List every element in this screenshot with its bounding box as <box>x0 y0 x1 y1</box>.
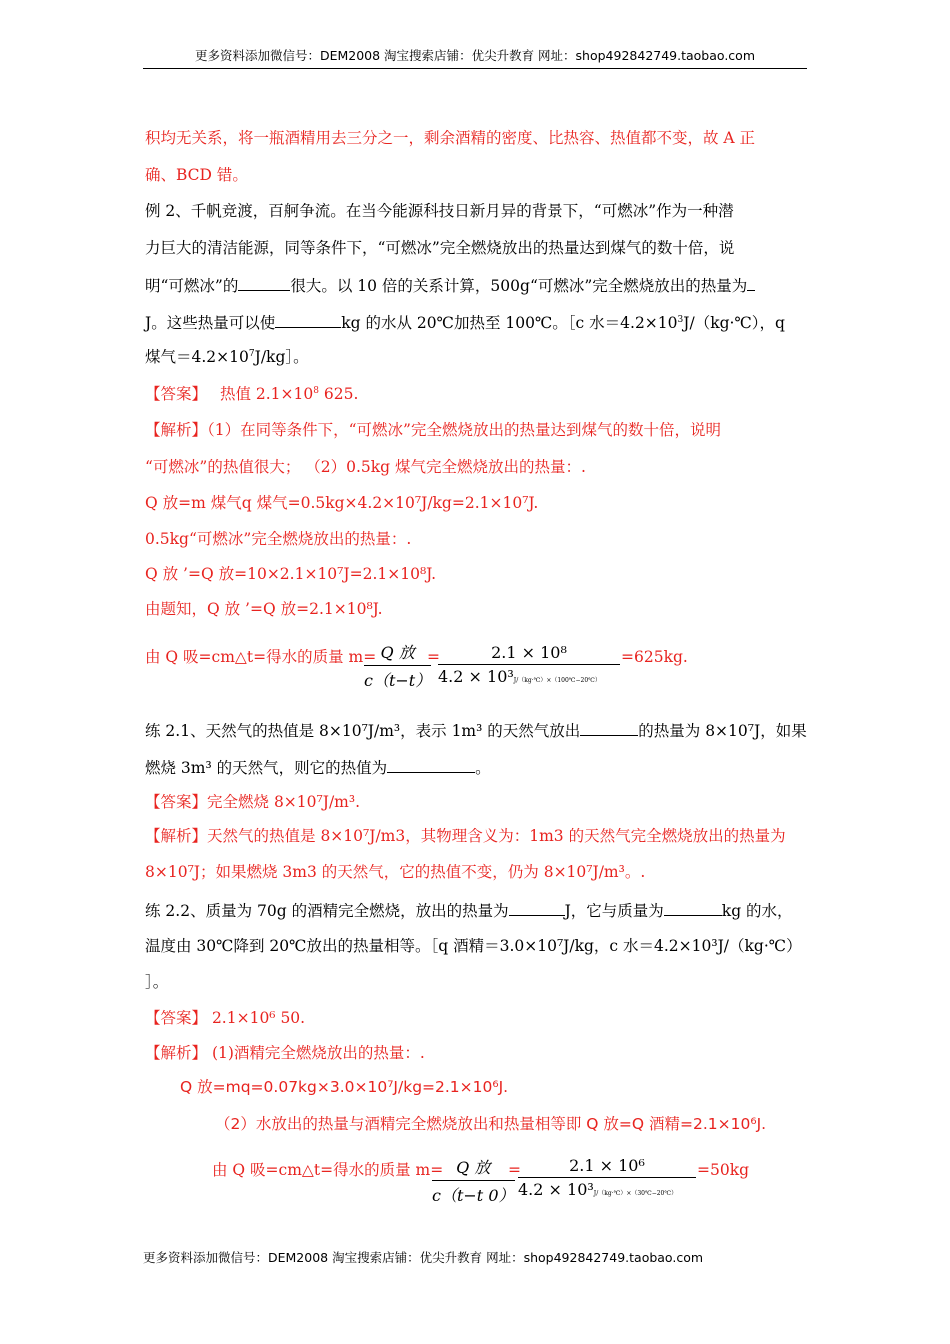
blank <box>238 274 290 291</box>
analysis-tag: 【解析】 <box>145 1044 208 1062</box>
question-text: 练 2.2、质量为 70g 的酒精完全燃烧，放出的热量为 <box>145 902 509 920</box>
blank <box>275 311 341 328</box>
analysis-tag: 【解析】 <box>145 827 208 845</box>
unit-note: J/（kg·℃）×（100℃−20℃） <box>513 677 601 684</box>
analysis-line <box>145 826 786 846</box>
analysis-text: =50kg <box>697 1161 750 1179</box>
analysis-line: 0.5kg“可燃冰”完全燃烧放出的热量：. <box>145 530 412 548</box>
analysis-text: （1）在同等条件下，“可燃冰”完全燃烧放出的热量达到煤气的数十倍，说明 <box>207 421 721 439</box>
analysis-line: Q 放=m 煤气q 煤气=0.5kg×4.2×10⁷J/kg=2.1×10⁷J. <box>145 494 539 512</box>
question-line: 例 2、千帆竞渡，百舸争流。在当今能源科技日新月异的背景下，“可燃冰”作为一种潜 <box>145 202 734 220</box>
analysis-tag: 【解析】 <box>145 421 208 439</box>
blank <box>387 756 475 773</box>
answer-text: 2.1×10⁶ 50. <box>207 1009 306 1027</box>
answer-tag: 【答案】 <box>145 385 208 403</box>
fraction-numerator: Q 放 <box>432 1155 515 1181</box>
fraction-numerator: Q 放 <box>364 640 431 666</box>
blank <box>747 274 755 291</box>
fraction-formula <box>432 1155 515 1206</box>
question-line: ］。 <box>145 973 169 991</box>
question-line <box>145 756 491 778</box>
analysis-line: Q 放 ’=Q 放=10×2.1×10⁷J=2.1×10⁸J. <box>145 565 437 583</box>
answer-line <box>145 1008 305 1028</box>
question-line: 温度由 30℃降到 20℃放出的热量相等。［q 酒精＝3.0×10⁷J/kg，c 水＝4.2×10³J/（kg·℃） <box>145 937 802 955</box>
answer-tag: 【答案】 <box>145 1009 208 1027</box>
question-text: 燃烧 3m³ 的天然气，则它的热值为 <box>145 759 388 777</box>
answer-text: 完全燃烧 8×10⁷J/m³. <box>207 793 361 811</box>
question-text: J，它与质量为 <box>564 902 664 920</box>
fraction-formula <box>518 1156 696 1199</box>
answer-text: 625. <box>318 385 359 403</box>
text-line: 确、BCD 错。 <box>145 166 248 184</box>
blank <box>580 719 638 736</box>
analysis-line: 由题知，Q 放 ’=Q 放=2.1×10⁸J. <box>145 600 383 618</box>
fraction-denominator: c（t−t） <box>364 671 432 690</box>
exponent: 3 <box>677 314 684 325</box>
fraction-denominator: 4.2 × 10³J/（kg·℃）×（30℃−20℃） <box>518 1180 678 1199</box>
question-text: 。 <box>475 759 491 777</box>
analysis-line <box>145 420 721 440</box>
page-header: 更多资料添加微信号：DEM2008 淘宝搜索店铺：优尖升教育 网址：shop492842749.taobao.com <box>143 46 807 69</box>
answer-text: 热值 2.1×10 <box>219 385 314 403</box>
blank <box>509 899 565 916</box>
analysis-text: 天然气的热值是 8×10⁷J/m3，其物理含义为：1m3 的天然气完全燃烧放出的热量为 <box>207 827 786 845</box>
equals-sign: = <box>508 1161 521 1179</box>
analysis-line: Q 放=mq=0.07kg×3.0×10⁷J/kg=2.1×10⁶J. <box>180 1078 509 1096</box>
fraction-numerator: 2.1 × 10⁸ <box>438 643 620 665</box>
fraction-formula <box>364 640 431 691</box>
question-text: 练 2.1、天然气的热值是 8×10⁷J/m³，表示 1m³ 的天然气放出 <box>145 722 581 740</box>
fraction-numerator: 2.1 × 10⁶ <box>518 1156 696 1178</box>
unit-note: J/（kg·℃）×（30℃−20℃） <box>593 1190 678 1197</box>
question-text: kg 的水从 20℃加热至 100℃。［c 水＝4.2×10 <box>341 314 678 332</box>
analysis-line: 由 Q 吸=cm△t=得水的质量 m= <box>145 648 377 666</box>
analysis-line: “可燃冰”的热值很大； （2）0.5kg 煤气完全燃烧放出的热量：. <box>145 458 586 476</box>
fraction-denominator: c（t−t 0） <box>432 1186 515 1205</box>
question-text: 明“可燃冰”的 <box>145 277 239 295</box>
analysis-line: （2）水放出的热量与酒精完全燃烧放出和热量相等即 Q 放=Q 酒精=2.1×10⁶J. <box>215 1115 767 1133</box>
question-text: 煤气＝4.2×10 <box>145 348 249 366</box>
question-line: 力巨大的清洁能源，同等条件下，“可燃冰”完全燃烧放出的热量达到煤气的数十倍，说 <box>145 239 735 257</box>
question-text: J。这些热量可以使 <box>145 314 276 332</box>
question-line <box>145 719 807 741</box>
answer-line <box>145 384 358 404</box>
analysis-line: 由 Q 吸=cm△t=得水的质量 m= <box>212 1161 444 1179</box>
question-line <box>145 311 785 333</box>
fraction-denominator: 4.2 × 10³J/（kg·℃）×（100℃−20℃） <box>438 667 601 686</box>
answer-line <box>145 792 360 812</box>
analysis-text: (1)酒精完全燃烧放出的热量：. <box>207 1044 425 1062</box>
question-line <box>145 899 793 921</box>
answer-tag: 【答案】 <box>145 793 208 811</box>
question-text: 很大。以 10 倍的关系计算，500g“可燃冰”完全燃烧放出的热量为 <box>290 277 748 295</box>
question-text: 的热量为 8×10⁷J，如果 <box>638 722 807 740</box>
exponent: 7 <box>248 348 255 359</box>
question-text: J/kg］。 <box>254 348 309 366</box>
analysis-line: 8×10⁷J；如果燃烧 3m3 的天然气，它的热值不变，仍为 8×10⁷J/m³。. <box>145 863 646 881</box>
page-footer: 更多资料添加微信号：DEM2008 淘宝搜索店铺：优尖升教育 网址：shop492842749.taobao.com <box>143 1250 704 1265</box>
question-text: kg 的水， <box>721 902 793 920</box>
question-line <box>145 274 755 296</box>
exponent: 8 <box>313 385 319 396</box>
analysis-line <box>145 1043 425 1063</box>
equals-sign: = <box>427 648 440 666</box>
analysis-text: =625kg. <box>621 648 688 666</box>
blank <box>664 899 722 916</box>
question-text: J/（kg·℃），q <box>683 314 785 332</box>
text-line: 积均无关系，将一瓶酒精用去三分之一，剩余酒精的密度、比热容、热值都不变，故 A 正 <box>145 129 756 147</box>
question-line <box>145 347 309 367</box>
fraction-formula <box>438 643 620 686</box>
